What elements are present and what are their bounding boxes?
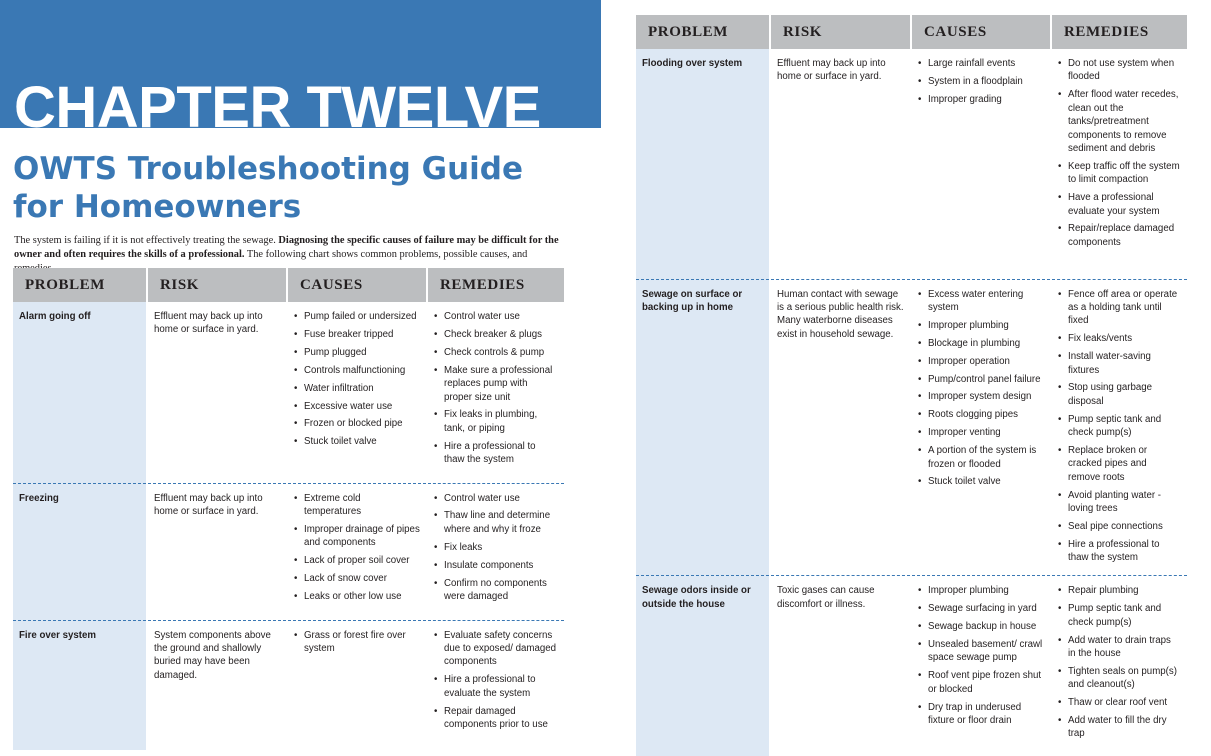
remedies-cell xyxy=(427,620,564,750)
list-item: • Large rainfall events xyxy=(918,57,1044,70)
causes-list xyxy=(294,629,420,656)
causes-list xyxy=(918,584,1044,727)
list-item: • Fix leaks/vents xyxy=(1058,332,1181,345)
causes-list xyxy=(294,492,420,604)
header-problem: PROBLEM xyxy=(13,268,147,302)
list-item: • Repair damaged components prior to use xyxy=(434,705,558,732)
chapter-title: CHAPTER TWELVE xyxy=(14,75,541,140)
problem-cell: Flooding over system xyxy=(636,49,770,279)
list-item: • Do not use system when flooded xyxy=(1058,57,1181,84)
list-item: • Water infiltration xyxy=(294,382,420,395)
problem-cell: Fire over system xyxy=(13,620,147,750)
causes-cell xyxy=(911,576,1051,756)
list-item: • Pump/control panel failure xyxy=(918,373,1044,386)
list-item: • Sewage surfacing in yard xyxy=(918,602,1044,615)
list-item: • Blockage in plumbing xyxy=(918,337,1044,350)
list-item: • Sewage backup in house xyxy=(918,620,1044,633)
list-item: • Lack of proper soil cover xyxy=(294,554,420,567)
list-item: • Stuck toilet valve xyxy=(918,475,1044,488)
list-item: • A portion of the system is frozen or flooded xyxy=(918,444,1044,471)
list-item: • Controls malfunctioning xyxy=(294,364,420,377)
causes-list xyxy=(294,310,420,449)
list-item: • Hire a professional to thaw the system xyxy=(434,440,558,467)
list-item: • Add water to drain traps in the house xyxy=(1058,634,1181,661)
header-remedies: REMEDIES xyxy=(427,268,564,302)
intro-text-bold: Diagnosing the specific causes of failure may be difficult for the owner and often requires the skills of a professional. xyxy=(14,235,559,260)
list-item: • Improper system design xyxy=(918,390,1044,403)
remedies-cell xyxy=(1051,279,1187,576)
problem-cell: Freezing xyxy=(13,483,147,620)
list-item: • Keep traffic off the system to limit compaction xyxy=(1058,160,1181,187)
list-item: • Check controls & pump xyxy=(434,346,558,359)
causes-cell xyxy=(911,49,1051,279)
risk-cell: System components above the ground and shallowly buried may have been damaged. xyxy=(147,620,287,750)
list-item: • Add water to fill the dry trap xyxy=(1058,714,1181,741)
list-item: • Thaw line and determine where and why it froze xyxy=(434,509,558,536)
remedies-cell xyxy=(427,483,564,620)
table-row xyxy=(636,576,1187,756)
table-row xyxy=(636,279,1187,576)
list-item: • After flood water recedes, clean out the tanks/pretreatment components to remove sediment and debris xyxy=(1058,88,1181,155)
list-item: • Pump plugged xyxy=(294,346,420,359)
troubleshooting-table-left xyxy=(13,268,564,750)
remedies-cell xyxy=(1051,576,1187,756)
list-item: • Improper plumbing xyxy=(918,319,1044,332)
guide-title xyxy=(13,150,523,226)
troubleshooting-table-right xyxy=(636,15,1187,756)
header-causes: CAUSES xyxy=(911,15,1051,49)
risk-cell: Toxic gases can cause discomfort or illness. xyxy=(770,576,911,756)
list-item: • Thaw or clear roof vent xyxy=(1058,696,1181,709)
list-item: • Excessive water use xyxy=(294,400,420,413)
list-item: • Confirm no components were damaged xyxy=(434,577,558,604)
list-item: • Fence off area or operate as a holding tank until fixed xyxy=(1058,288,1181,328)
risk-cell: Effluent may back up into home or surface in yard. xyxy=(147,302,287,483)
remedies-cell xyxy=(1051,49,1187,279)
list-item: • Repair/replace damaged components xyxy=(1058,222,1181,249)
causes-list xyxy=(918,288,1044,489)
list-item: • Improper operation xyxy=(918,355,1044,368)
list-item: • Fix leaks in plumbing, tank, or piping xyxy=(434,408,558,435)
list-item: • Avoid planting water -loving trees xyxy=(1058,489,1181,516)
header-causes: CAUSES xyxy=(287,268,427,302)
list-item: • Excess water entering system xyxy=(918,288,1044,315)
list-item: • Hire a professional to evaluate the system xyxy=(434,673,558,700)
list-item: • System in a floodplain xyxy=(918,75,1044,88)
list-item: • Grass or forest fire over system xyxy=(294,629,420,656)
list-item: • Improper venting xyxy=(918,426,1044,439)
list-item: • Insulate components xyxy=(434,559,558,572)
list-item: • Replace broken or cracked pipes and remove roots xyxy=(1058,444,1181,484)
list-item: • Install water-saving fixtures xyxy=(1058,350,1181,377)
remedies-list xyxy=(1058,288,1181,565)
causes-cell xyxy=(287,483,427,620)
list-item: • Stop using garbage disposal xyxy=(1058,381,1181,408)
list-item: • Improper plumbing xyxy=(918,584,1044,597)
list-item: • Hire a professional to thaw the system xyxy=(1058,538,1181,565)
list-item: • Tighten seals on pump(s) and cleanout(s) xyxy=(1058,665,1181,692)
header-risk: RISK xyxy=(770,15,911,49)
guide-title-line1: OWTS Troubleshooting Guide xyxy=(13,151,524,187)
table-header-row xyxy=(636,15,1187,49)
list-item: • Improper grading xyxy=(918,93,1044,106)
list-item: • Unsealed basement/ crawl space sewage pump xyxy=(918,638,1044,665)
causes-list xyxy=(918,57,1044,106)
risk-cell: Human contact with sewage is a serious public health risk. Many waterborne diseases exist in household sewage. xyxy=(770,279,911,576)
list-item: • Repair plumbing xyxy=(1058,584,1181,597)
intro-text-1: The system is failing if it is not effectively treating the sewage. xyxy=(14,235,279,246)
risk-cell: Effluent may back up into home or surface in yard. xyxy=(770,49,911,279)
list-item: • Extreme cold temperatures xyxy=(294,492,420,519)
causes-cell xyxy=(287,302,427,483)
list-item: • Pump septic tank and check pump(s) xyxy=(1058,602,1181,629)
list-item: • Lack of snow cover xyxy=(294,572,420,585)
list-item: • Fuse breaker tripped xyxy=(294,328,420,341)
guide-title-line2: for Homeowners xyxy=(13,189,302,225)
remedies-list xyxy=(434,492,558,604)
remedies-list xyxy=(434,629,558,732)
remedies-list xyxy=(1058,584,1181,741)
list-item: • Stuck toilet valve xyxy=(294,435,420,448)
table-header-row xyxy=(13,268,564,302)
table-row xyxy=(13,302,564,483)
causes-cell xyxy=(911,279,1051,576)
list-item: • Pump failed or undersized xyxy=(294,310,420,323)
list-item: • Dry trap in underused fixture or floor drain xyxy=(918,701,1044,728)
list-item: • Make sure a professional replaces pump with proper size unit xyxy=(434,364,558,404)
header-risk: RISK xyxy=(147,268,287,302)
list-item: • Seal pipe connections xyxy=(1058,520,1181,533)
list-item: • Leaks or other low use xyxy=(294,590,420,603)
list-item: • Check breaker & plugs xyxy=(434,328,558,341)
list-item: • Evaluate safety concerns due to exposed/ damaged components xyxy=(434,629,558,669)
intro-text-2: The following chart shows common problems, possible causes, and xyxy=(246,249,528,260)
problem-cell: Sewage on surface or backing up in home xyxy=(636,279,770,576)
list-item: • Frozen or blocked pipe xyxy=(294,417,420,430)
risk-cell: Effluent may back up into home or surface in yard. xyxy=(147,483,287,620)
header-remedies: REMEDIES xyxy=(1051,15,1187,49)
remedies-list xyxy=(434,310,558,467)
list-item: • Have a professional evaluate your system xyxy=(1058,191,1181,218)
problem-cell: Alarm going off xyxy=(13,302,147,483)
table-row xyxy=(13,483,564,620)
list-item: • Control water use xyxy=(434,310,558,323)
list-item: • Control water use xyxy=(434,492,558,505)
header-problem: PROBLEM xyxy=(636,15,770,49)
list-item: • Fix leaks xyxy=(434,541,558,554)
table-row xyxy=(13,620,564,750)
remedies-cell xyxy=(427,302,564,483)
problem-cell: Sewage odors inside or outside the house xyxy=(636,576,770,756)
list-item: • Roots clogging pipes xyxy=(918,408,1044,421)
list-item: • Improper drainage of pipes and components xyxy=(294,523,420,550)
list-item: • Pump septic tank and check pump(s) xyxy=(1058,413,1181,440)
remedies-list xyxy=(1058,57,1181,249)
causes-cell xyxy=(287,620,427,750)
list-item: • Roof vent pipe frozen shut or blocked xyxy=(918,669,1044,696)
table-row xyxy=(636,49,1187,279)
